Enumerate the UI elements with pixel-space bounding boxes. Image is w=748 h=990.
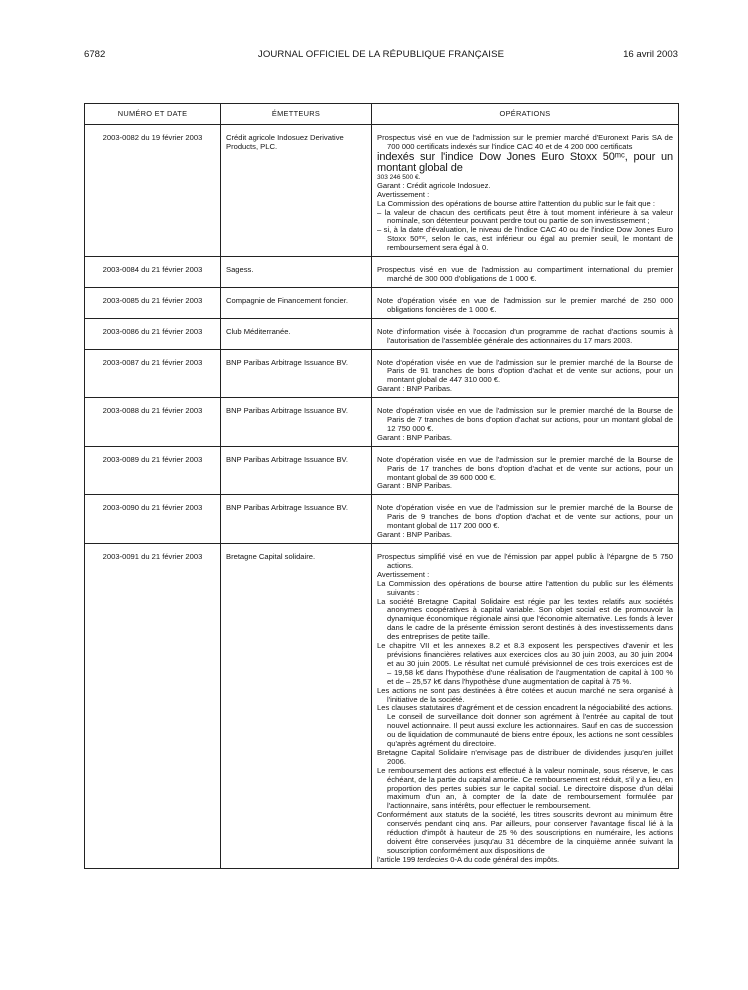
- operations-table: [84, 103, 679, 869]
- row-emetteur: BNP Paribas Arbitrage Issuance BV.: [221, 398, 372, 447]
- row-emetteur: Compagnie de Financement foncier.: [221, 287, 372, 318]
- operation-text: Les actions ne sont pas destinées à être cotées et aucun marché ne sera organisé à l'initiative de la société.: [377, 685, 673, 704]
- row-operation: [372, 544, 679, 869]
- operation-text: Note d'opération visée en vue de l'admission sur le premier marché de la Bourse de Paris de 7 tranches de bons d'option d'achat sur actions, pour un montant global de 12 750 000 €.: [377, 406, 673, 433]
- operation-text: Prospectus visé en vue de l'admission au compartiment international du premier marché de 300 000 d'obligations de 1 000 €.: [377, 265, 673, 283]
- row-emetteur: Crédit agricole Indosuez Derivative Products, PLC.: [221, 125, 372, 257]
- row-numero: 2003-0082 du 19 février 2003: [85, 125, 221, 257]
- operation-text: Avertissement :: [377, 569, 430, 579]
- table-row: [85, 257, 679, 288]
- table-row: [85, 287, 679, 318]
- row-operation: [372, 125, 679, 257]
- row-numero: 2003-0085 du 21 février 2003: [85, 287, 221, 318]
- table-row: [85, 398, 679, 447]
- operation-text: Les clauses statutaires d'agrément et de cession encadrent la négociabilité des actions. Le conseil de surveillance doit donner son agrément à l'entrée au capital de tout nouvel actionnaire. Il peut aussi exclure les actionnaires. Sauf en cas de succession ou de liquidation de communauté de biens entre époux, les actions ne sont cessibles qu'après agrément du directoire.: [377, 703, 673, 749]
- operation-text: Prospectus visé en vue de l'admission sur le premier marché d'Euronext Paris SA de 700 000 certificats indexés sur l'indice CAC 40 et de 4 200 000 certificats: [377, 133, 673, 151]
- operation-text: [377, 856, 673, 865]
- table-row: [85, 125, 679, 257]
- operation-text-part: 0-A du code général des impôts.: [448, 854, 560, 864]
- row-emetteur: BNP Paribas Arbitrage Issuance BV.: [221, 495, 372, 544]
- row-operation: [372, 398, 679, 447]
- operation-text: Note d'opération visée en vue de l'admission sur le premier marché de la Bourse de Paris de 17 tranches de bons d'option d'achat et de vente sur actions, pour un montant global de 39 600 000 €.: [377, 454, 673, 482]
- operation-text: Note d'opération visée en vue de l'admission sur le premier marché de la Bourse de Paris de 91 tranches de bons d'option d'achat et de vente sur actions, pour un montant global de 447 310 000 €.: [377, 357, 673, 385]
- operation-text: Conformément aux statuts de la société, les titres souscrits devront au minimum être conservés pendant cinq ans. Par ailleurs, pour conserver l'avantage fiscal lié à la réduction d'impôt à hauteur de 25 % des souscriptions en numéraire, les actions doivent être conservées jusqu'au 31 décembre de la cinquième année suivant la souscription conformément aux dispositions de: [377, 810, 673, 855]
- row-operation: [372, 257, 679, 288]
- row-emetteur: Bretagne Capital solidaire.: [221, 544, 372, 869]
- table-row: [85, 495, 679, 544]
- operation-text: Avertissement :: [377, 189, 430, 199]
- operation-text: Le chapitre VII et les annexes 8.2 et 8.3 exposent les perspectives d'avenir et les prévisions financières relatives aux exercices clos au 30 juin 2003, au 30 juin 2004 et au 30 juin 2005. Le résultat net cumulé prévisionnel de ces trois exercices est de – 19,58 k€ dans l'hypothèse d'une réalisation de l'augmentation de capital à 100 % et de – 25,57 k€ dans l'hypothèse d'une augmentation de capital à 75 %.: [377, 641, 673, 686]
- operation-text: indexés sur l'indice Dow Jones Euro Stoxx 50ᵐᶜ, pour un montant global de: [377, 150, 673, 174]
- row-numero: 2003-0088 du 21 février 2003: [85, 398, 221, 447]
- row-emetteur: Sagess.: [221, 257, 372, 288]
- operation-text: Garant : BNP Paribas.: [377, 432, 452, 442]
- row-operation: [372, 318, 679, 349]
- operation-text: Note d'information visée à l'occasion d'un programme de rachat d'actions soumis à l'autorisation de l'assemblée générale des actionnaires du 17 mars 2003.: [377, 326, 673, 345]
- operation-text: – si, à la date d'évaluation, le niveau de l'indice CAC 40 ou de l'indice Dow Jones Euro Stoxx 50ᵐᶜ, selon le cas, est inférieur ou égal au premier seuil, le montant de remboursement sera égal à 0.: [377, 225, 673, 253]
- page-header: [84, 49, 678, 63]
- operation-text: Note d'opération visée en vue de l'admission sur le premier marché de 250 000 obligations foncières de 1 000 €.: [377, 295, 673, 314]
- table-row: [85, 349, 679, 398]
- operation-text: – la valeur de chacun des certificats peut être à tout moment inférieure à sa valeur nominale, son détenteur pouvant perdre tout ou partie de son investissement ;: [377, 207, 673, 226]
- row-operation: [372, 495, 679, 544]
- operation-text: Garant : BNP Paribas.: [377, 481, 452, 491]
- operation-text: Note d'opération visée en vue de l'admission sur le premier marché de la Bourse de Paris de 9 tranches de bons d'option d'achat et de vente sur actions, pour un montant global de 117 200 000 €.: [377, 503, 673, 531]
- operation-text: La société Bretagne Capital Solidaire est régie par les textes relatifs aux sociétés anonymes coopératives à capital variable. Son objet social est de promouvoir la dynamique économique régionale ainsi que l'économie alternative. Les fonds à lever dans le cadre de la présente émission seront destinés à des investissements dans des entreprises de petite taille.: [377, 596, 673, 642]
- operation-text: Bretagne Capital Solidaire n'envisage pas de distribuer de dividendes jusqu'en juillet 2006.: [377, 747, 673, 766]
- page-number: 6782: [84, 49, 106, 60]
- column-header-operations: OPÉRATIONS: [372, 104, 679, 125]
- row-operation: [372, 287, 679, 318]
- operation-text: Prospectus simplifié visé en vue de l'émission par appel public à l'épargne de 5 750 actions.: [377, 552, 673, 570]
- operation-text-italic: terdecies: [417, 854, 449, 864]
- operation-text: La Commission des opérations de bourse attire l'attention du public sur le fait que :: [377, 198, 655, 208]
- operation-text: La Commission des opérations de bourse attire l'attention du public sur les éléments suivants :: [377, 578, 673, 597]
- column-header-numero: NUMÉRO ET DATE: [85, 104, 221, 125]
- column-header-emetteurs: ÉMETTEURS: [221, 104, 372, 125]
- operation-text: 303 246 500 €.: [377, 173, 421, 181]
- journal-title: JOURNAL OFFICIEL DE LA RÉPUBLIQUE FRANÇAISE: [257, 49, 505, 60]
- table-row: [85, 318, 679, 349]
- row-numero: 2003-0091 du 21 février 2003: [85, 544, 221, 869]
- row-numero: 2003-0087 du 21 février 2003: [85, 349, 221, 398]
- operation-text-part: l'article 199: [377, 854, 418, 864]
- issue-date: 16 avril 2003: [623, 49, 678, 60]
- row-numero: 2003-0090 du 21 février 2003: [85, 495, 221, 544]
- table-row: [85, 544, 679, 869]
- row-numero: 2003-0084 du 21 février 2003: [85, 257, 221, 288]
- operation-text: Le remboursement des actions est effectué à la valeur nominale, sous réserve, le cas échéant, de la partie du capital amortie. Ce remboursement est réduit, s'il y a lieu, en proportion des pertes subies sur le capital social. Le directoire dispose d'un délai maximum d'un an, à compter de la date de remboursement formulée par l'actionnaire, sans intérêts, pour effectuer le remboursement.: [377, 765, 673, 811]
- operation-text: Garant : BNP Paribas.: [377, 530, 452, 540]
- row-operation: [372, 349, 679, 398]
- table-row: [85, 446, 679, 495]
- row-emetteur: BNP Paribas Arbitrage Issuance BV.: [221, 349, 372, 398]
- row-emetteur: Club Méditerranée.: [221, 318, 372, 349]
- table-header-row: [85, 104, 679, 125]
- row-numero: 2003-0086 du 21 février 2003: [85, 318, 221, 349]
- operation-text: Garant : Crédit agricole Indosuez.: [377, 180, 491, 190]
- row-numero: 2003-0089 du 21 février 2003: [85, 446, 221, 495]
- row-operation: [372, 446, 679, 495]
- row-emetteur: BNP Paribas Arbitrage Issuance BV.: [221, 446, 372, 495]
- operation-text: Garant : BNP Paribas.: [377, 384, 452, 394]
